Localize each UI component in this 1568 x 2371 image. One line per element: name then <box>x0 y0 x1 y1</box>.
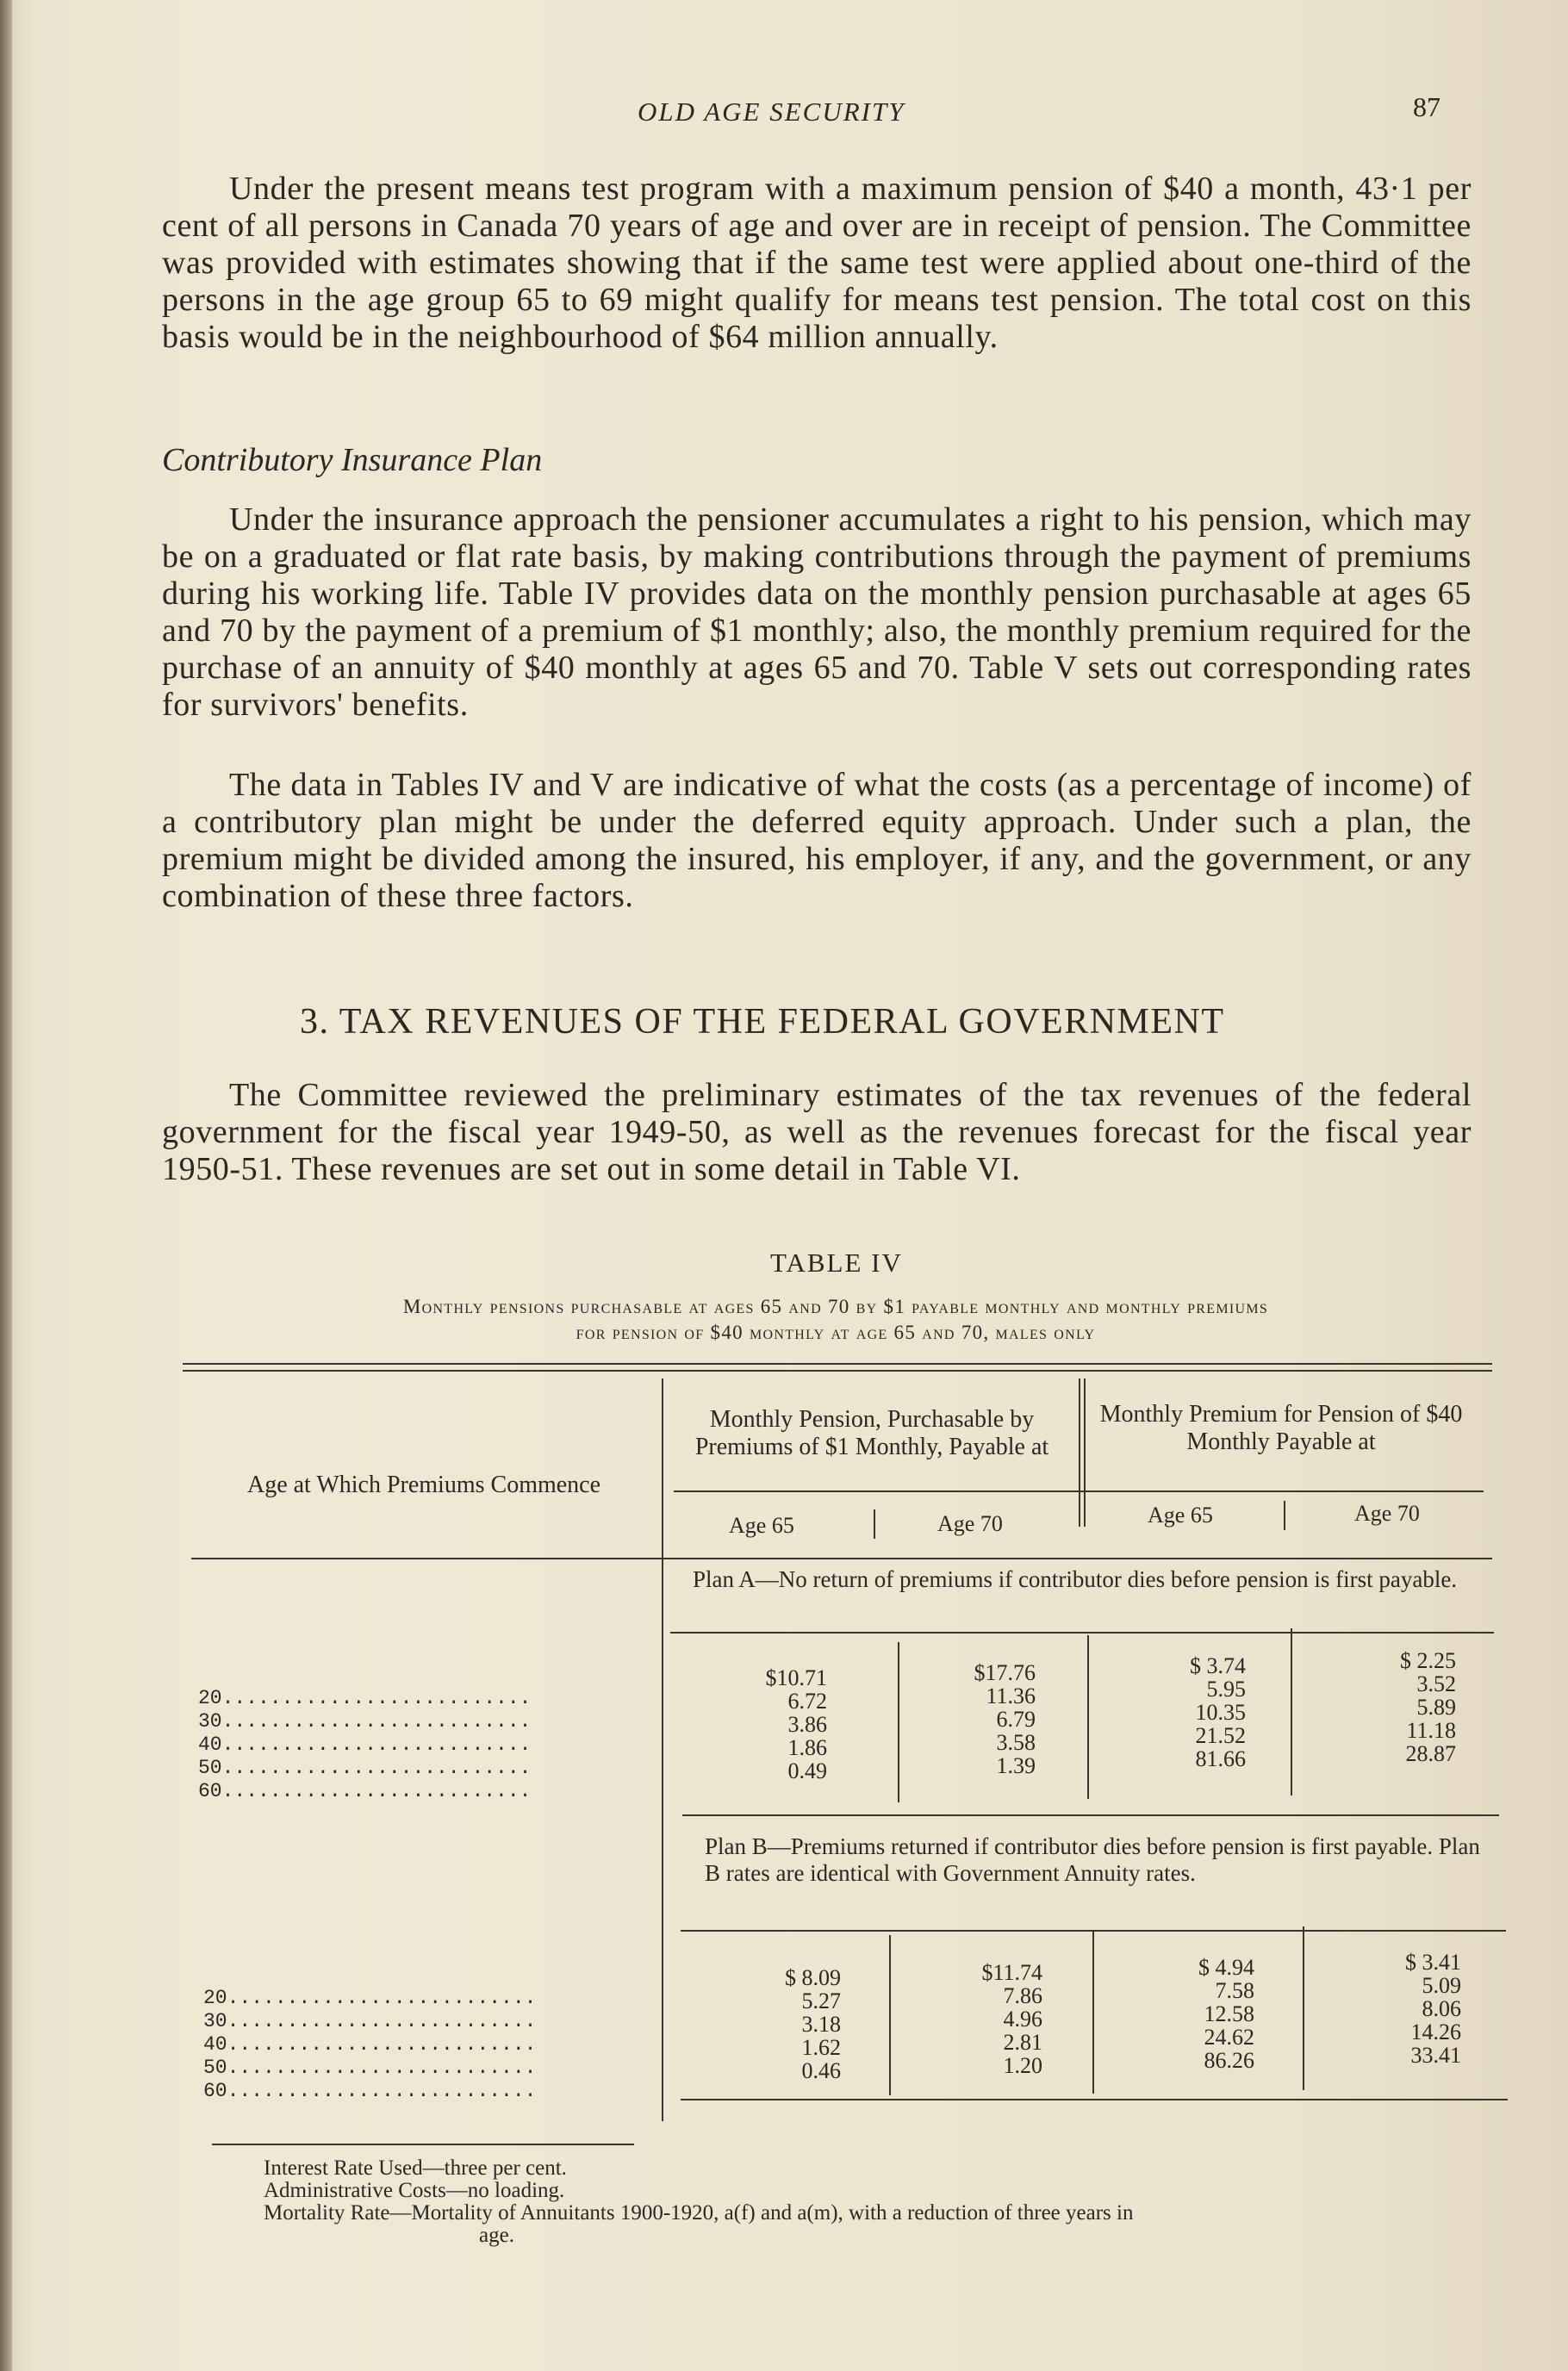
value-cell: 11.18 <box>1406 1718 1456 1743</box>
plan-b-ages <box>203 1987 536 2103</box>
table-top-rule <box>183 1363 1492 1365</box>
subcol-pension-age70: Age 70 <box>937 1511 1003 1536</box>
value-cell: 3.18 <box>801 2012 841 2037</box>
plan-b-age-row: 50.......................... <box>203 2057 537 2079</box>
plan-a-age-row: 50.......................... <box>198 1757 532 1779</box>
value-cell: 86.26 <box>1204 2048 1254 2073</box>
plan-b-pension-65 <box>750 1966 841 2082</box>
value-cell: 33.41 <box>1410 2043 1461 2068</box>
value-cell: $ 8.09 <box>785 1965 841 1990</box>
plan-b-age-row: 40.......................... <box>203 2033 537 2056</box>
value-cell: 0.46 <box>801 2058 841 2083</box>
table-bottom-rule <box>212 2144 634 2145</box>
section-heading: 3. TAX REVENUES OF THE FEDERAL GOVERNMENT <box>300 1002 1225 1042</box>
subcol-premium-age65: Age 65 <box>1148 1503 1213 1528</box>
note-mortality: Mortality Rate—Mortality of Annuitants 1900-1920, a(f) and a(m), with a reduction of three years in <box>264 2201 1134 2225</box>
plan-a-pension-70 <box>939 1661 1036 1777</box>
value-cell: 6.79 <box>996 1707 1036 1732</box>
intro-paragraph: Under the present means test program with a maximum pension of $40 a month, 43·1 per cent of all persons in Canada 70 years of age and over are in receipt of pension. The Committee was provided with estimates showing that if the same test were applied about one-third of the persons in the age group 65 to 69 might qualify for means test pension. The total cost on this basis would be in the neighbourhood of $64 million annually. <box>162 171 1472 355</box>
col-header-pension: Monthly Pension, Purchasable by Premiums of $1 Monthly, Payable at <box>694 1406 1049 1460</box>
plan-a-divider-2 <box>1087 1635 1089 1799</box>
subcol-divider-1 <box>874 1509 875 1539</box>
plan-b-divider-3 <box>1303 1926 1304 2090</box>
plan-b-pension-70 <box>951 1961 1042 2077</box>
plan-a-premium-65 <box>1146 1654 1246 1770</box>
value-cell: 14.26 <box>1410 2019 1461 2044</box>
plan-a-divider-3 <box>1291 1628 1292 1795</box>
note-mortality-cont: age. <box>479 2224 514 2247</box>
subcol-premium-age70: Age 70 <box>1354 1501 1420 1526</box>
value-cell: 10.35 <box>1195 1700 1246 1725</box>
plan-a-bottom-rule <box>682 1814 1499 1816</box>
plan-a-age-row: 20.......................... <box>198 1687 532 1709</box>
subheader-rule <box>674 1490 1484 1492</box>
value-cell: $ 4.94 <box>1198 1955 1254 1980</box>
plan-a-age-row: 60.......................... <box>198 1780 532 1802</box>
value-cell: 6.72 <box>787 1689 827 1714</box>
value-cell: $ 2.25 <box>1400 1648 1456 1673</box>
value-cell: 12.58 <box>1204 2001 1254 2026</box>
table-divider-main <box>1079 1378 1080 1527</box>
col-header-age: Age at Which Premiums Commence <box>246 1472 601 1498</box>
value-cell: 8.06 <box>1422 1996 1461 2021</box>
table-divider-age <box>662 1378 663 2121</box>
note-admin: Administrative Costs—no loading. <box>264 2179 565 2202</box>
header-bottom-rule <box>191 1558 1492 1559</box>
table-notes <box>264 2157 1504 2247</box>
value-cell: 28.87 <box>1405 1741 1456 1766</box>
table-caption <box>181 1294 1490 1346</box>
value-cell: 5.27 <box>801 1988 841 2013</box>
value-cell: 1.86 <box>787 1735 827 1760</box>
value-cell: 1.20 <box>1003 2053 1042 2078</box>
value-cell: 7.86 <box>1003 1983 1042 2008</box>
table-top-rule-2 <box>183 1370 1492 1372</box>
value-cell: 1.62 <box>801 2035 841 2060</box>
plan-b-divider-1 <box>889 1935 891 2095</box>
note-interest: Interest Rate Used—three per cent. <box>264 2156 567 2180</box>
plan-b-age-row: 60.......................... <box>203 2080 537 2102</box>
value-cell: $ 3.41 <box>1405 1950 1461 1975</box>
plan-a-pension-65 <box>732 1666 827 1783</box>
tax-paragraph: The Committee reviewed the preliminary estimates of the tax revenues of the federal government for the fiscal year 1949-50, as well as the revenues forecast for the fiscal year 1950-51. These revenues are set out in some detail in Table VI. <box>162 1077 1472 1187</box>
value-cell: $11.74 <box>981 1960 1042 1985</box>
value-cell: 4.96 <box>1003 2007 1042 2032</box>
insurance-paragraph-2: The data in Tables IV and V are indicative of what the costs (as a percentage of income) of a contributory plan might be under the deferred equity approach. Under such a plan, the premium might be divided among the insured, his employer, if any, and the government, or any combination of these three factors. <box>162 767 1472 914</box>
value-cell: 11.36 <box>986 1683 1036 1708</box>
plan-b-label: Plan B—Premiums returned if contributor dies before pension is first payable. Plan B rates are identical with Government Annuity rates. <box>705 1833 1480 1886</box>
value-cell: 5.95 <box>1206 1677 1246 1702</box>
plan-a-age-row: 30.......................... <box>198 1710 532 1733</box>
plan-a-divider-1 <box>898 1642 899 1802</box>
table-caption-line2: for pension of $40 monthly at age 65 and 70, males only <box>576 1322 1096 1343</box>
value-cell: 2.81 <box>1003 2030 1042 2055</box>
value-cell: $ 3.74 <box>1190 1653 1246 1678</box>
value-cell: 0.49 <box>787 1758 827 1783</box>
subcol-divider-2 <box>1284 1501 1285 1530</box>
plan-a-premium-70 <box>1361 1649 1456 1765</box>
plan-a-rule <box>670 1632 1494 1634</box>
value-cell: $10.71 <box>765 1665 827 1690</box>
running-header-title: OLD AGE SECURITY <box>638 96 905 127</box>
value-cell: 21.52 <box>1195 1723 1246 1748</box>
plan-a-age-row: 40.......................... <box>198 1733 532 1756</box>
value-cell: 5.09 <box>1422 1973 1461 1998</box>
value-cell: 3.52 <box>1416 1671 1456 1696</box>
value-cell: 81.66 <box>1195 1746 1246 1771</box>
plan-b-age-row: 20.......................... <box>203 1987 537 2009</box>
table-title: TABLE IV <box>770 1248 903 1278</box>
subcol-pension-age65: Age 65 <box>729 1513 794 1538</box>
plan-b-divider-2 <box>1092 1930 1094 2094</box>
insurance-paragraph-1: Under the insurance approach the pensioner accumulates a right to his pension, which may be on a graduated or flat rate basis, by making contributions through the payment of premiums during his working life. Table IV provides data on the monthly pension purchasable at ages 65 and 70 by the payment of a premium of $1 monthly; also, the monthly premium required for the purchase of an annuity of $40 monthly at ages 65 and 70. Table V sets out corresponding rates for survivors' benefits. <box>162 501 1472 723</box>
table-caption-line1: Monthly pensions purchasable at ages 65 and 70 by $1 payable monthly and monthly premiums <box>402 1296 1269 1317</box>
value-cell: 24.62 <box>1204 2025 1254 2050</box>
binding-edge <box>0 0 12 2371</box>
plan-a-label: Plan A—No return of premiums if contributor dies before pension is first payable. <box>693 1566 1458 1592</box>
value-cell: 3.86 <box>787 1712 827 1737</box>
plan-b-age-row: 30.......................... <box>203 2010 537 2032</box>
plan-b-premium-70 <box>1370 1951 1461 2067</box>
table-divider-main-2 <box>1084 1378 1086 1527</box>
plan-b-premium-65 <box>1160 1956 1254 2072</box>
col-header-premium: Monthly Premium for Pension of $40 Monthly Payable at <box>1099 1401 1463 1455</box>
plan-a-ages <box>198 1687 531 1803</box>
value-cell: 1.39 <box>996 1753 1036 1778</box>
page-number: 87 <box>1413 91 1440 122</box>
subhead-contributory-plan: Contributory Insurance Plan <box>162 442 543 478</box>
value-cell: 7.58 <box>1215 1978 1254 2003</box>
value-cell: 3.58 <box>996 1730 1036 1755</box>
value-cell: 5.89 <box>1416 1695 1456 1720</box>
value-cell: $17.76 <box>974 1660 1036 1685</box>
plan-b-bottom-rule <box>681 2099 1508 2100</box>
